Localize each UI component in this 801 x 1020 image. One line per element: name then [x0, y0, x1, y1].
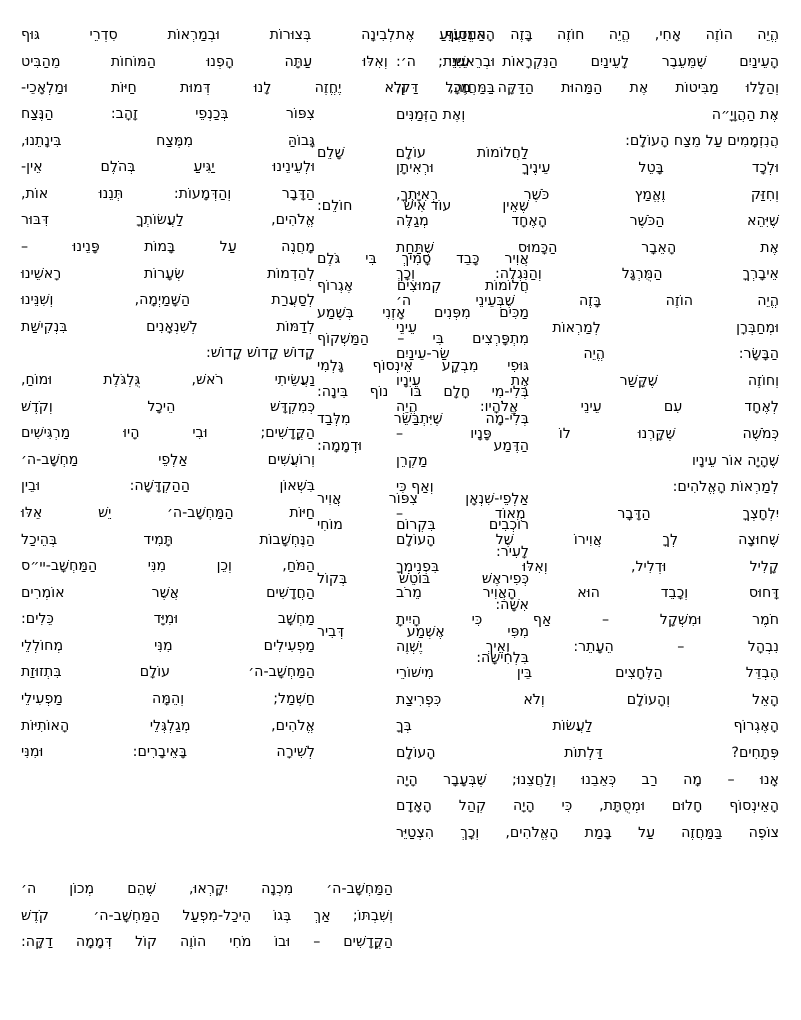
text-run: שְׂעָרוֹת	[144, 265, 185, 282]
text-run: בִּינָתֵנוּ,	[21, 132, 62, 149]
text-run: צִפּוֹר	[285, 106, 315, 122]
text-run: הַחֲדָשִׁים	[266, 584, 315, 601]
text-run: רָאשֵׁינוּ	[21, 265, 62, 282]
text-run: מִלְּבַד	[317, 410, 351, 427]
text-run: מְאוֹד	[494, 505, 526, 522]
text-run: בָּמוֹת	[144, 238, 176, 255]
text-run: אֲשֶׁר	[151, 584, 180, 601]
text-run: מִבְקָע	[441, 357, 479, 374]
text-run: לְשִׁירָה	[276, 744, 315, 761]
text-run: רוֹכְבִים	[488, 517, 529, 534]
text-run: בִּי	[365, 251, 377, 268]
text-run: דִּבּוּר	[21, 212, 49, 229]
text-run: צִפּוֹר	[388, 490, 418, 507]
text-run: אָנוּ – מָה רַב כְּאֵבֵנוּ וְלַחֲצֵנוּ; שֶׁבְּעָבָר הָיָה	[396, 771, 779, 788]
text-run: זָהָב:	[110, 106, 139, 122]
text-line	[21, 929, 393, 956]
text-run: אֵינְסוֹף	[372, 357, 413, 374]
text-run: מוֹחִי	[317, 517, 343, 534]
text-line	[317, 246, 529, 273]
text-run: אוֹמְרִים	[21, 584, 65, 601]
text-line	[317, 193, 529, 220]
text-run: וְחִזַּק וֶאֱמַץ כֹּשֶׁר רְאִיָּתְךָ,	[396, 186, 779, 203]
text-run: פְּתָחִים?	[731, 745, 779, 762]
text-line	[21, 500, 315, 527]
text-run: לוֹ	[558, 425, 571, 442]
text-run: לַעֲשׂוֹת	[552, 718, 593, 735]
text-run: הַבָּשָׂר:	[738, 346, 779, 363]
text-run: וְרוֹעֲשִׁים אַלְפֵי מַחְשָׁב-ה׳	[21, 451, 315, 468]
text-run: הַדָּבָר	[617, 505, 651, 522]
text-run: וּמִנִּי	[21, 744, 44, 761]
text-run: מַפְעִילֵי	[21, 691, 63, 708]
text-run: שֶׁחוּצָה לְךָ אֲוִירוֹ שֶׁל הָעוֹלָם	[396, 532, 779, 549]
text-run: אֶת הַהֲוָיָ״ה	[711, 106, 779, 123]
text-line	[317, 512, 529, 539]
text-run: שֶׁאֵין	[502, 198, 529, 215]
text-line	[317, 645, 529, 672]
text-run: וּרְאִיתָן	[396, 159, 434, 176]
text-run: הָעֵינַיִם שֶׁמֵּעֵבֶר לָעֵינַיִם הַנִּקְרָאוֹת עֵינֵי ה׳:	[396, 53, 779, 70]
text-run: בְּךָ	[396, 718, 412, 735]
text-run: בִּשְׁאוֹן	[279, 478, 315, 495]
text-run: כְּמֹשֶׁה	[742, 425, 779, 442]
text-line	[317, 300, 529, 327]
text-run: גָּבוֹהַּ	[287, 132, 315, 149]
text-run: אֶשְׁמַע	[406, 623, 445, 640]
text-run: בַּמַּחֲזֶה, וְלֹא יֶחֱזֶה לָנוּ דְּמוּת חַיּוֹת וּמַלְאָכֵי-	[21, 80, 495, 97]
text-run: שֶׁהָיָה אוֹר עֵינָיו	[691, 452, 779, 469]
text-run: וּבֵין	[21, 478, 41, 495]
text-run: עֵינֶיךָ	[521, 159, 551, 176]
text-run: חֹמֶר וּמִשְׁקָל – אַף כִּי הָיִיתָ	[396, 612, 779, 629]
text-line	[317, 619, 529, 646]
text-line	[21, 473, 315, 500]
text-run: עַל	[219, 238, 237, 255]
text-run: בִּנְקִישַׁת	[21, 318, 68, 335]
text-run: אֱלֹהִים, מְגַלְגְּלֵי הָאוֹתִיּוֹת	[21, 717, 315, 734]
text-line	[21, 181, 315, 208]
text-run: חֲלוֹמוֹת	[484, 277, 529, 294]
text-run: וְהֵמָּה	[152, 691, 185, 708]
text-run: מַכִּים	[499, 304, 529, 321]
text-run: שֶׁיִּהֵא הַכֹּשֶׁר הָאֶחָד מְגַלֶּה	[396, 213, 779, 230]
text-run: הָאֶגְרוֹף	[733, 718, 779, 735]
text-run: שָׁלֵם	[317, 145, 345, 161]
text-run: ה׳	[21, 881, 37, 897]
text-run: מִפְּנִים	[434, 304, 471, 321]
text-line	[21, 75, 495, 102]
text-run: נַעֲשֵׂיתִי רֹאשׁ, גֻּלְגֹּלֶת וּמוֹחַ,	[21, 371, 315, 388]
text-run: לְאֶחָד עִם עֵינֵי אֱלֹהָיו: הֱיֵה	[396, 399, 779, 416]
text-run: בְּהֵיכַל	[21, 531, 58, 548]
text-run: אֲוִיר	[317, 490, 342, 507]
text-line	[21, 686, 315, 713]
text-run: הַמַּחְשָׁב-ה׳	[326, 881, 393, 897]
text-run: –	[21, 238, 29, 255]
poem-stanza	[317, 140, 529, 167]
text-run: כָּבֵד	[456, 251, 480, 268]
text-run: הֱיֵה הוֹזֶה אָחִי, הֱיֵה חוֹזֶה בָּזֶה הַמְזַעֲזֵעַ אֶת	[396, 27, 779, 43]
text-run: וּבְרֵאשִׁית; וְאִלּוּ עַתָּה הָפְנוּ הַמּוֹחוֹת מֵהַבִּיט	[21, 53, 495, 70]
text-line	[21, 876, 393, 903]
text-line	[21, 713, 315, 740]
text-line	[317, 539, 529, 566]
text-run: מְכוֹן	[69, 881, 95, 897]
text-run: מָחֲנֶה	[281, 238, 315, 255]
text-run: מִכְנָה	[261, 881, 294, 897]
text-line	[396, 713, 779, 740]
text-line	[21, 261, 315, 288]
text-run: בְּכַנְפֵי	[195, 106, 229, 122]
text-run: בִּלְחִישָׁה:	[476, 650, 529, 667]
text-line	[21, 287, 315, 314]
text-run: יִקָּרְאוּ,	[188, 881, 229, 897]
text-run: בָּטֵל	[638, 159, 664, 176]
text-line	[21, 739, 315, 766]
text-run: בִּקְרוֹם	[396, 517, 436, 534]
text-line	[396, 102, 779, 129]
text-line	[21, 606, 315, 633]
text-run: וְשִׁבְתּוֹ; אַךְ בְּגוֹ הֵיכַל-מִפְעַל הַמַּחְשָׁב-ה׳ קֹדֶשׁ	[21, 907, 393, 924]
text-run: הַדָּבָר וְהַדְּמָעוֹת: תְּנֵנוּ אוֹת,	[21, 185, 315, 202]
text-run: וּלְכָד	[751, 159, 779, 176]
text-run: עוֹלָם	[395, 145, 426, 161]
text-run: וְשִׁנֵּינוּ	[21, 292, 54, 309]
text-run: גּוּפִי	[507, 357, 529, 374]
text-line	[21, 22, 495, 49]
poem-stanza	[317, 246, 529, 459]
text-line	[317, 566, 529, 593]
text-line	[317, 406, 529, 433]
text-line	[396, 820, 779, 847]
text-run: קְמוּצִים	[396, 277, 442, 294]
text-line	[317, 592, 529, 619]
text-run: פָּנָיו	[470, 425, 492, 442]
text-run: בְּלִי-מָה	[485, 410, 529, 427]
text-run: כֵּלִים:	[21, 611, 54, 628]
text-line	[21, 207, 315, 234]
text-run: בְּלִי-מִי חָלָם בּוֹ נוֹף בִּינָה:	[317, 384, 529, 401]
text-line	[317, 140, 529, 167]
text-line	[21, 553, 315, 580]
text-line	[21, 367, 315, 394]
text-run: לְמַרְאוֹת	[552, 319, 601, 336]
text-run: מְחוֹלְלֵי	[21, 637, 64, 654]
text-run: וְחוֹזֶה	[747, 372, 779, 389]
text-run: הַדֶּמַע	[493, 437, 529, 454]
text-run: הֵיכָל	[147, 398, 176, 415]
text-run: מִנִּי	[154, 637, 173, 654]
text-line	[21, 580, 315, 607]
text-run: לְמַרְאוֹת הָאֱלֹהִים:	[672, 479, 779, 496]
text-run: תָּמִיד	[143, 531, 174, 548]
text-run: אִשָּׁה:	[495, 597, 529, 614]
text-line	[21, 101, 315, 128]
text-run: קָדוֹשׁ קָדוֹשׁ קָדוֹשׁ:	[206, 345, 315, 362]
text-run: וְאַף כִּי	[396, 479, 434, 496]
text-run: וּמְחַבְּרָן	[736, 319, 779, 336]
text-run: צוֹפֶה בַּמַּחֲזֶה עַל בָּמַת הָאֱלֹהִים, וְכָךְ הִצְטַיֵּר	[396, 824, 779, 841]
bottom-prose-paragraph	[21, 876, 393, 956]
text-line	[317, 353, 529, 380]
text-run: שֶׁקָּשַׁר	[619, 372, 658, 389]
text-run: גֹּלֶם	[317, 251, 341, 268]
text-run: –	[396, 425, 404, 442]
text-run: כְּפִיראֶשׁ	[481, 570, 529, 587]
text-run: הַשָּׁמַיְמָה,	[134, 292, 191, 309]
text-line	[317, 486, 529, 513]
text-run: גָּלְמִי	[317, 357, 344, 374]
text-run: וְהַלָּלוּ מַבִּיטוֹת אֶת הַמַּהוּת הַדַּקָּה מִכָּל דַּק,	[396, 80, 779, 97]
text-run: פָּנֵינוּ	[72, 238, 100, 255]
text-line	[317, 433, 529, 460]
text-run: לָעִיר:	[495, 543, 529, 560]
text-run: בְּקוֹל	[317, 570, 348, 587]
text-run: חַיּוֹת הַמַּחְשָׁב-ה׳ יֵשׁ אֵלּוּ	[21, 504, 315, 521]
text-run: הֱיֵה	[583, 346, 606, 363]
text-run: מִתְפָּרְצִים	[472, 331, 529, 348]
text-run: שֶׁהֵם	[127, 881, 156, 897]
text-line	[21, 234, 315, 261]
text-run: –	[397, 331, 405, 348]
text-run: הַנֶּצַח	[21, 106, 54, 122]
text-run: שֶׁקָּרְנוּ	[637, 425, 676, 442]
text-line	[21, 633, 315, 660]
text-run: יִלְחָצְךָ	[742, 505, 779, 522]
text-run: הַמֹּחַ, וְכֵן מִנִּי הַמַּחְשָׁב-יי״ס	[21, 558, 315, 575]
text-run: מַפְעִילִים	[263, 637, 315, 654]
text-run: אֵיבָרְךָ הַמֻּרְגָּל וְהַנִּגְלֶה: וְכָךְ	[396, 266, 779, 283]
text-line	[21, 527, 315, 554]
text-line	[21, 903, 393, 930]
text-run: קָלִיל וּדְלִיל, וְאִלּוּ בִּפְנִימְךָ	[396, 558, 779, 575]
text-run: כְּמִקְדָּשׁ	[269, 398, 315, 415]
text-run: וּמִיָּד	[153, 611, 179, 628]
text-run: מִמֶּצַח	[156, 132, 194, 149]
text-run: הַמַּשְׁקוֹף	[317, 331, 369, 348]
text-run: –	[396, 505, 404, 522]
text-run: הָאֵינְסוֹף חָלוּם וּמְסֻתָּת, כִּי הָיָה קְהַל הָאָדָם	[396, 798, 779, 815]
text-run: הַקֳּדָשִׁים; וּבִי הָיוּ מַרְגִּישִׁים	[21, 425, 315, 442]
text-run: בּוֹטֵשׁ	[398, 570, 431, 587]
text-run: וְקֹדֶשׁ	[21, 398, 53, 415]
text-line	[21, 154, 315, 181]
text-run: הָאֵינְסוֹף לְבִינָה בְּצוּרוֹת וּבְמַרְאוֹת סִדְרֵי גּוּף	[21, 27, 495, 43]
text-run: הַנֶּחְשָׁבוֹת	[259, 531, 315, 548]
text-run: שֶׁיִּתְבַּשֵּׂר	[393, 410, 443, 427]
text-run: לַחֲלוֹמוֹת	[476, 145, 529, 161]
poem-stanza	[317, 193, 529, 220]
left-prose-column-wide	[21, 22, 495, 102]
text-line	[21, 394, 315, 421]
text-run: הַהַקְדָּשָׁה:	[129, 478, 191, 495]
text-run: לְדַמּוֹת	[276, 318, 315, 335]
poem-column	[317, 140, 529, 698]
text-run: בָּאֵיבָרִים:	[132, 744, 188, 761]
text-line	[317, 379, 529, 406]
text-run: לְשִׁנְאָנִים	[146, 318, 198, 335]
text-line	[317, 326, 529, 353]
text-line	[396, 740, 779, 767]
text-run: וְאֶת הַזְּמַנִּים	[396, 106, 466, 123]
text-run: מִפִּי	[507, 623, 529, 640]
text-run: לְסַעֲרַת	[271, 292, 315, 309]
text-run: בִּי	[432, 331, 444, 348]
text-run: הֱיֵה הוֹזֶה בָּזֶה שֶׁבְּעֵינֵי ה׳	[396, 292, 779, 309]
text-line	[317, 273, 529, 300]
text-run: חוֹלֵם:	[317, 198, 353, 215]
text-line	[21, 340, 315, 367]
text-run: אֱלֹהִים,	[271, 212, 315, 229]
text-run: מַחְשָׁב	[277, 611, 315, 628]
text-run: שַׂר-עֵינַיִם	[396, 346, 450, 363]
text-run: וּדְמָמָה:	[317, 437, 362, 454]
text-run: סָמִיךְ	[401, 251, 432, 268]
text-line	[21, 659, 315, 686]
text-run: חַשְׁמַל;	[273, 691, 315, 708]
text-run: וּלְעֵינֵינוּ יַגִּיעַ בְּהֹלֶם אֵין-	[21, 159, 315, 176]
text-run: לַעֲשׂוֹתְךָ	[135, 212, 184, 229]
text-run: אֶת	[510, 372, 530, 389]
text-line	[396, 767, 779, 794]
text-run: אַלְפֵי-שִׁנְאָן	[465, 490, 529, 507]
text-run: עוֹד אִישׁ	[403, 198, 452, 215]
text-run: אָזְנִי	[382, 304, 406, 321]
text-run: מַקְרֵן	[396, 452, 428, 469]
text-line	[21, 128, 315, 155]
text-run: הֶבְדֵּל הַלְּחָצִים בֵּין מִישׁוֹרֵי	[396, 665, 779, 682]
text-run: דַּלְתוֹת	[564, 745, 603, 762]
left-prose-column-narrow	[21, 101, 315, 766]
text-run: אֶת הָאֵבָר הַכָּמוּס שֶׁתַּחַת	[396, 239, 779, 256]
text-run: הַקֳּדָשִׁים – וּבוֹ מֹחִי הוֹוֶה קוֹל דְּמָמָה דַקָּה:	[21, 934, 393, 951]
poem-stanza	[317, 486, 529, 672]
text-line	[396, 793, 779, 820]
text-line	[21, 49, 495, 76]
text-run: עֵינָיו	[396, 372, 421, 389]
text-run: נִבְהָל – הֵעָתֵר: וְאֵיךְ יֶשְׁוֶה	[396, 638, 779, 655]
text-run: בְּשֶׁמַע	[317, 304, 354, 321]
text-run: דָּחוּס וְכָבֵד הוּא הָאֲוִיר מֵרֹב	[396, 585, 779, 602]
text-run: דְּבִיר	[317, 623, 345, 640]
text-line	[21, 447, 315, 474]
text-run: הָעוֹלָם	[396, 745, 436, 762]
text-line	[21, 420, 315, 447]
text-run: עֵינֵי	[396, 319, 418, 336]
text-run: הָאֵל וְהָעוֹלָם וְלֹא כִּפְרִיצַת	[396, 691, 779, 708]
text-run: לְהַדְמוֹת	[267, 265, 315, 282]
text-run: אֶגְרוֹף	[317, 277, 354, 294]
text-run: הַמַּחְשָׁב-ה׳ עוֹלָם בִּתְזוּזַת	[21, 664, 315, 681]
text-run: הֲנִזְמָמִים עַל מֵצַח הָעוֹלָם:	[625, 133, 779, 150]
text-line	[21, 314, 315, 341]
text-run: אֲוִיר	[504, 251, 529, 268]
